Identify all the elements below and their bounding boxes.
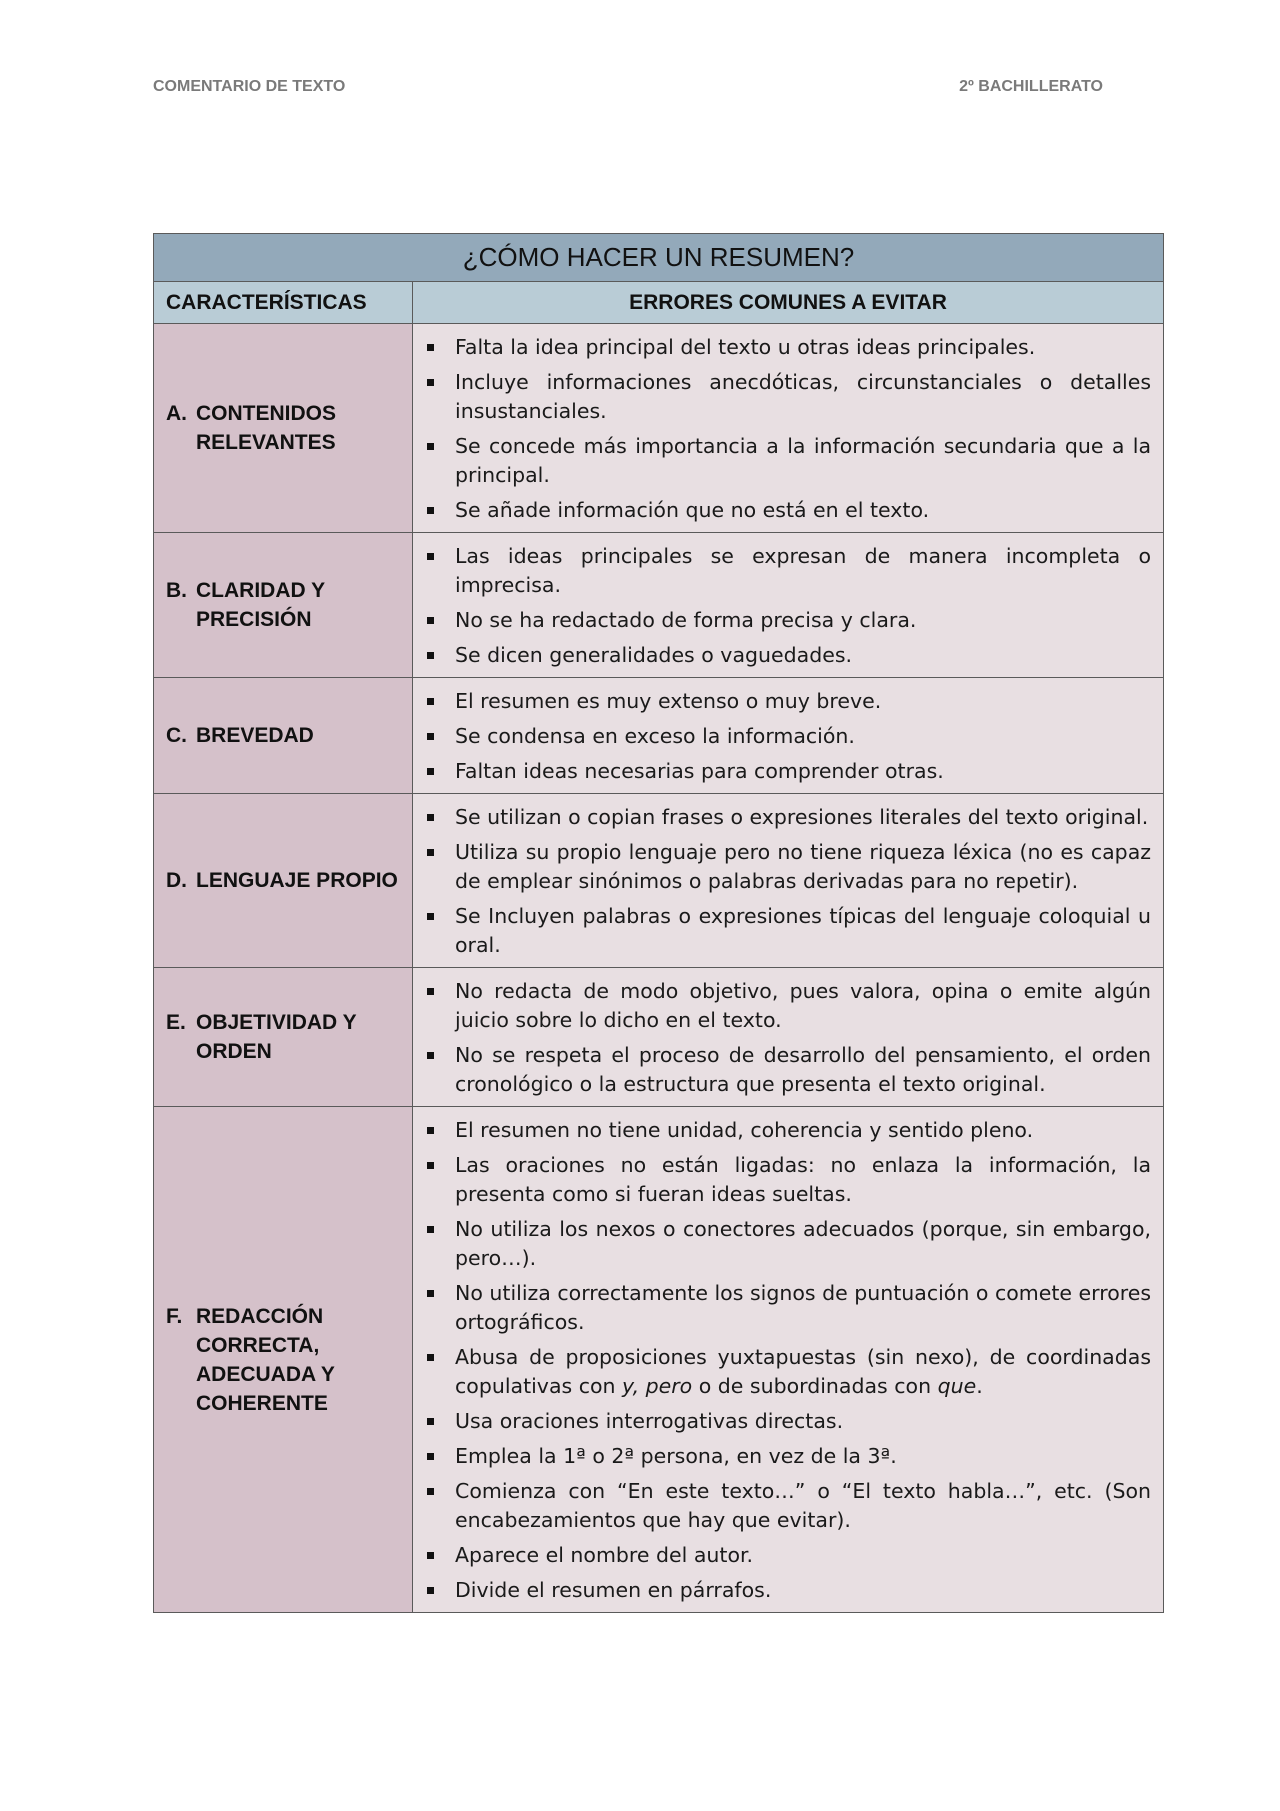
characteristic-cell <box>154 1107 413 1613</box>
table-row <box>154 1107 1164 1613</box>
characteristic-cell <box>154 794 413 968</box>
error-text-fragment: que <box>937 1374 977 1398</box>
characteristic-cell <box>154 533 413 678</box>
characteristic-letter: F. <box>166 1304 183 1328</box>
characteristic-letter: C. <box>166 724 187 747</box>
error-item: Se concede más importancia a la información secundaria que a la principal. <box>425 432 1151 490</box>
error-item <box>425 1343 1151 1401</box>
column-header-errors: ERRORES COMUNES A EVITAR <box>413 282 1164 324</box>
error-item: Emplea la 1ª o 2ª persona, en vez de la 3ª. <box>425 1442 1151 1471</box>
characteristic-letter: D. <box>166 869 187 892</box>
error-text-fragment: y, pero <box>622 1374 693 1398</box>
characteristic-label: REDACCIÓN CORRECTA, ADECUADA Y COHERENTE <box>196 1304 335 1415</box>
characteristic-label: CONTENIDOS RELEVANTES <box>196 402 337 454</box>
errors-cell <box>413 678 1164 794</box>
errors-cell <box>413 1107 1164 1613</box>
error-item: El resumen no tiene unidad, coherencia y sentido pleno. <box>425 1116 1151 1145</box>
error-item: Incluye informaciones anecdóticas, circunstanciales o detalles insustanciales. <box>425 368 1151 426</box>
errors-list <box>425 333 1151 525</box>
characteristic-letter: B. <box>166 579 187 602</box>
error-item: Se utilizan o copian frases o expresiones literales del texto original. <box>425 803 1151 832</box>
error-item: No se ha redactado de forma precisa y clara. <box>425 606 1151 635</box>
header-right-title: 2º BACHILLERATO <box>959 78 1103 95</box>
error-text-fragment: . <box>976 1374 983 1398</box>
page-header <box>153 78 1103 104</box>
error-item: Comienza con “En este texto…” o “El texto habla…”, etc. (Son encabezamientos que hay que evitar). <box>425 1477 1151 1535</box>
characteristic-cell <box>154 324 413 533</box>
errors-list <box>425 1116 1151 1605</box>
errors-cell <box>413 324 1164 533</box>
characteristic-cell <box>154 968 413 1107</box>
characteristic-letter: E. <box>166 1011 186 1034</box>
errors-cell <box>413 968 1164 1107</box>
table-row <box>154 678 1164 794</box>
error-item: Se añade información que no está en el texto. <box>425 496 1151 525</box>
errors-list <box>425 687 1151 786</box>
errors-list <box>425 542 1151 670</box>
error-item: Faltan ideas necesarias para comprender otras. <box>425 757 1151 786</box>
characteristic-label: OBJETIVIDAD Y ORDEN <box>196 1011 357 1063</box>
error-item: Se condensa en exceso la información. <box>425 722 1151 751</box>
error-item: No se respeta el proceso de desarrollo del pensamiento, el orden cronológico o la estructura que presenta el texto original. <box>425 1041 1151 1099</box>
error-item: Aparece el nombre del autor. <box>425 1541 1151 1570</box>
errors-cell <box>413 533 1164 678</box>
errors-cell <box>413 794 1164 968</box>
error-item: No redacta de modo objetivo, pues valora, opina o emite algún juicio sobre lo dicho en el texto. <box>425 977 1151 1035</box>
error-item: Se Incluyen palabras o expresiones típicas del lenguaje coloquial u oral. <box>425 902 1151 960</box>
table-row <box>154 968 1164 1107</box>
characteristic-label: LENGUAJE PROPIO <box>196 869 398 892</box>
table-body <box>154 324 1164 1613</box>
table-row <box>154 324 1164 533</box>
error-item: Falta la idea principal del texto u otras ideas principales. <box>425 333 1151 362</box>
error-item: Las oraciones no están ligadas: no enlaza la información, la presenta como si fueran ideas sueltas. <box>425 1151 1151 1209</box>
errors-list <box>425 803 1151 960</box>
characteristic-label: CLARIDAD Y PRECISIÓN <box>196 579 325 631</box>
column-header-characteristics: CARACTERÍSTICAS <box>154 282 413 324</box>
errors-list <box>425 977 1151 1099</box>
error-item: No utiliza los nexos o conectores adecuados (porque, sin embargo, pero…). <box>425 1215 1151 1273</box>
summary-table <box>153 233 1164 1613</box>
error-text-fragment: Abusa de proposiciones yuxtapuestas (sin nexo), de coordinadas copulativas con <box>455 1345 1152 1398</box>
characteristic-label: BREVEDAD <box>196 724 314 747</box>
error-text-fragment: o de subordinadas con <box>692 1374 938 1398</box>
characteristic-letter: A. <box>166 402 187 425</box>
characteristic-cell <box>154 678 413 794</box>
error-item: El resumen es muy extenso o muy breve. <box>425 687 1151 716</box>
error-item: Usa oraciones interrogativas directas. <box>425 1407 1151 1436</box>
table-row <box>154 533 1164 678</box>
error-item: Utiliza su propio lenguaje pero no tiene riqueza léxica (no es capaz de emplear sinónimos o palabras derivadas para no repetir). <box>425 838 1151 896</box>
error-item: Se dicen generalidades o vaguedades. <box>425 641 1151 670</box>
header-left-title: COMENTARIO DE TEXTO <box>153 78 346 95</box>
error-item: Las ideas principales se expresan de manera incompleta o imprecisa. <box>425 542 1151 600</box>
table-title: ¿CÓMO HACER UN RESUMEN? <box>154 234 1164 282</box>
error-item: Divide el resumen en párrafos. <box>425 1576 1151 1605</box>
error-item: No utiliza correctamente los signos de puntuación o comete errores ortográficos. <box>425 1279 1151 1337</box>
table-row <box>154 794 1164 968</box>
